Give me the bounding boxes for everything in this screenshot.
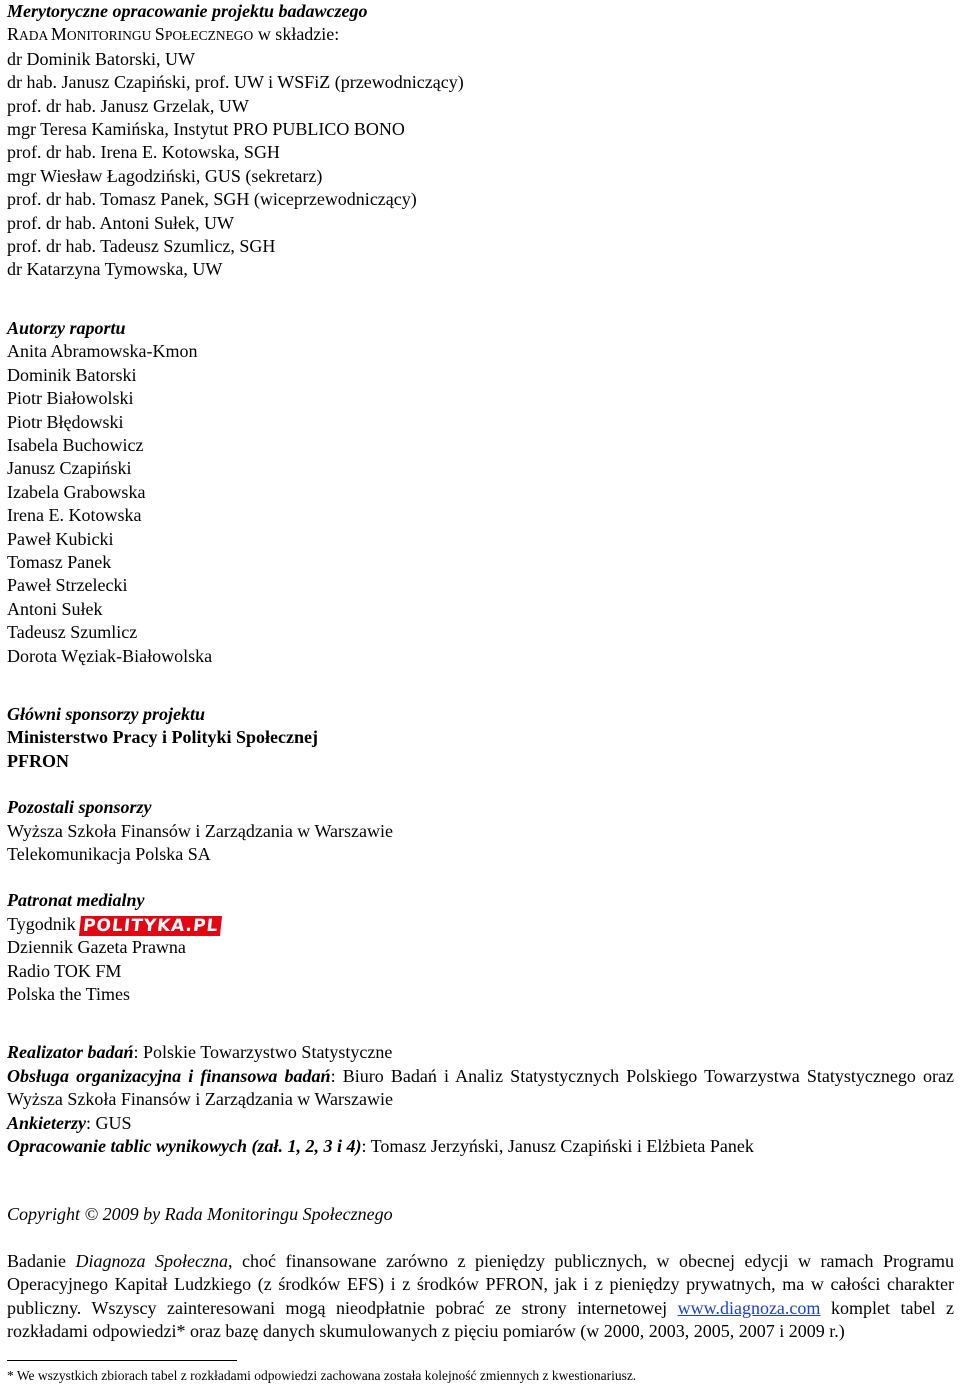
author-name: Tomasz Panek bbox=[7, 551, 112, 572]
author-name: Piotr Błędowski bbox=[7, 411, 124, 432]
council-suffix: w składzie: bbox=[253, 24, 340, 45]
credit-ankieterzy bbox=[7, 1112, 954, 1135]
other-sponsor: Telekomunikacja Polska SA bbox=[7, 844, 211, 864]
merit-member: prof. dr hab. Antoni Sułek, UW bbox=[7, 212, 234, 233]
council-letter: R bbox=[7, 24, 20, 45]
council-smallcaps: POŁECZNEGO bbox=[164, 28, 254, 44]
author-name: Izabela Grabowska bbox=[7, 481, 146, 502]
credit-obsluga bbox=[7, 1065, 954, 1112]
credit-label: Obsługa organizacyjna i finansowa badań bbox=[7, 1065, 331, 1086]
author-name: Isabela Buchowicz bbox=[7, 434, 144, 455]
credit-realizator bbox=[7, 1041, 954, 1064]
author-name: Dorota Węziak-Białowolska bbox=[7, 645, 213, 666]
main-sponsor: PFRON bbox=[7, 750, 69, 771]
tygodnik-label: Tygodnik bbox=[7, 913, 76, 934]
merit-member: mgr Teresa Kamińska, Instytut PRO PUBLICO BONO bbox=[7, 119, 405, 140]
media-heading: Patronat medialny bbox=[7, 890, 145, 911]
notice-title: Diagnoza Społeczna bbox=[75, 1250, 229, 1271]
author-name: Dominik Batorski bbox=[7, 364, 137, 385]
other-sponsors-heading: Pozostali sponsorzy bbox=[7, 797, 152, 818]
author-name: Tadeusz Szumlicz bbox=[7, 622, 138, 643]
author-name: Anita Abramowska-Kmon bbox=[7, 341, 198, 362]
council-letter: S bbox=[154, 24, 165, 45]
merit-member: prof. dr hab. Tomasz Panek, SGH (wiceprzewodniczący) bbox=[7, 189, 417, 210]
copyright: Copyright © 2009 by Rada Monitoringu Społecznego bbox=[7, 1204, 393, 1225]
credit-value: : GUS bbox=[86, 1112, 132, 1133]
credit-label: Realizator badań bbox=[7, 1042, 134, 1063]
other-sponsor: Wyższa Szkoła Finansów i Zarządzania w Warszawie bbox=[7, 820, 393, 841]
diagnoza-link[interactable]: www.diagnoza.com bbox=[677, 1297, 821, 1318]
credit-value: : Tomasz Jerzyński, Janusz Czapiński i Elżbieta Panek bbox=[361, 1136, 754, 1157]
footnote: * We wszystkich zbiorach tabel z rozkładami odpowiedzi zachowana została kolejność zmiennych z kwestionariusz. bbox=[7, 1367, 637, 1383]
merit-member: prof. dr hab. Irena E. Kotowska, SGH bbox=[7, 142, 280, 163]
media-patron: Radio TOK FM bbox=[7, 960, 122, 981]
merit-heading: Merytoryczne opracowanie projektu badawczego bbox=[7, 1, 368, 21]
notice-text: Badanie bbox=[7, 1250, 76, 1271]
author-name: Paweł Strzelecki bbox=[7, 575, 128, 596]
author-name: Antoni Sułek bbox=[7, 598, 103, 619]
council-smallcaps: ADA bbox=[19, 28, 51, 44]
merit-member: dr Katarzyna Tymowska, UW bbox=[7, 259, 223, 280]
author-name: Paweł Kubicki bbox=[7, 528, 114, 549]
credit-value: : Polskie Towarzystwo Statystyczne bbox=[133, 1042, 393, 1063]
credit-label: Opracowanie tablic wynikowych (zał. 1, 2, 3 i 4) bbox=[7, 1136, 362, 1157]
credit-tablice bbox=[7, 1135, 954, 1158]
merit-member: dr hab. Janusz Czapiński, prof. UW i WSFiZ (przewodniczący) bbox=[7, 72, 464, 93]
authors-heading: Autorzy raportu bbox=[7, 317, 126, 338]
notice-paragraph bbox=[7, 1250, 954, 1344]
council-smallcaps: ONITORINGU bbox=[66, 28, 155, 44]
polityka-logo: POLITYKA.PL bbox=[79, 916, 222, 936]
merit-member: mgr Wiesław Łagodziński, GUS (sekretarz) bbox=[7, 165, 323, 186]
notice-text: komplet tabel z rozkładami odpowiedzi* oraz bazę danych skumulowanych z pięciu pomiarów (w 2000, 2003, 2005, 2007 i 2009 r.) bbox=[7, 1297, 954, 1342]
main-sponsors-heading: Główni sponsorzy projektu bbox=[7, 703, 206, 724]
credit-value: : Biuro Badań i Analiz Statystycznych Polskiego Towarzystwa Statystycznego oraz Wyższa Szkoła Finansów i Zarządzania w Warszawie bbox=[7, 1065, 954, 1110]
media-patron: Dziennik Gazeta Prawna bbox=[7, 937, 186, 958]
council-letter: M bbox=[50, 24, 67, 45]
credit-label: Ankieterzy bbox=[7, 1112, 86, 1133]
media-tygodnik-line bbox=[7, 913, 954, 936]
footnote-divider bbox=[7, 1360, 237, 1361]
merit-member: prof. dr hab. Janusz Grzelak, UW bbox=[7, 95, 249, 116]
notice-text: , choć finansowane zarówno z pieniędzy publicznych, w obecnej edycji w ramach Programu Operacyjnego Kapitał Ludzkiego (z środków EFS) i z środków PFRON, jak i z pieniędzy prywatnych, ma w całości charakter publiczny. Wszyscy zainteresowani mogą nieodpłatnie pobrać ze strony internetowej bbox=[7, 1250, 954, 1318]
author-name: Janusz Czapiński bbox=[7, 458, 132, 479]
author-name: Piotr Białowolski bbox=[7, 388, 134, 409]
council-line bbox=[7, 23, 954, 47]
merit-member: prof. dr hab. Tadeusz Szumlicz, SGH bbox=[7, 236, 276, 257]
author-name: Irena E. Kotowska bbox=[7, 505, 142, 526]
merit-member: dr Dominik Batorski, UW bbox=[7, 48, 195, 69]
main-sponsor: Ministerstwo Pracy i Polityki Społecznej bbox=[7, 727, 318, 748]
media-patron: Polska the Times bbox=[7, 984, 131, 1005]
